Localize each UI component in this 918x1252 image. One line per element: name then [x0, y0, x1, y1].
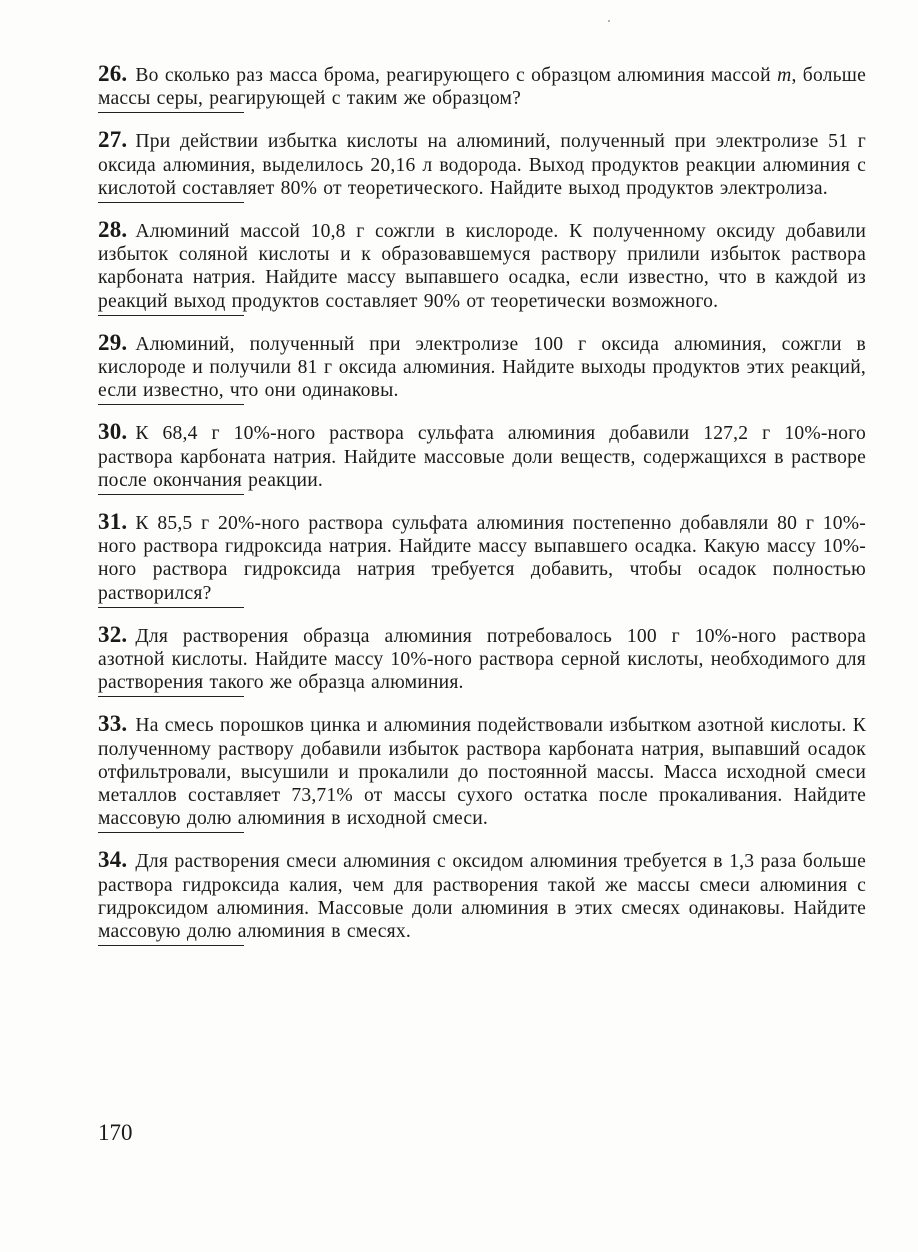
problem-number: 26. [98, 61, 128, 86]
problem-30 [98, 420, 866, 495]
ink-speck [608, 20, 610, 22]
separator-rule [98, 494, 244, 495]
problem-text: Во сколько раз масса брома, реагирующего с образцом алюминия массой m, больше массы серы, реагирующей с таким же образцом? [98, 65, 866, 110]
separator-rule [98, 696, 244, 697]
problem-32 [98, 623, 866, 698]
problem-number: 29. [98, 329, 128, 355]
separator-rule [98, 315, 244, 316]
problem-text: Алюминий, полученный при электролизе 100 г оксида алюминия, сожгли в кислороде и получили 81 г оксида алюминия. Найдите выходы продуктов этих реакций, если известно, что они одинаковы. [98, 333, 866, 402]
separator-rule [98, 112, 244, 113]
problem-list [98, 62, 866, 961]
problem-number: 31. [98, 509, 128, 535]
problem-31 [98, 510, 866, 608]
problem-text: Для растворения образца алюминия потребовалось 100 г 10%-ного раствора азотной кислоты. Найдите массу 10%-ного раствора серной кислоты, необходимого для растворения такого же образца алюминия. [98, 625, 866, 694]
problem-34 [98, 848, 866, 946]
problem-28 [98, 218, 866, 316]
separator-rule [98, 832, 244, 833]
problem-number: 28. [98, 217, 128, 243]
separator-rule [98, 202, 244, 203]
problem-text: На смесь порошков цинка и алюминия подействовали избытком азотной кислоты. К полученному раствору добавили избыток раствора карбоната натрия, выпавший осадок отфильтровали, высушили и прокалили до постоянной массы. Масса исходной смеси металлов составляет 73,71% от массы сухого остатка после прокаливания. Найдите массовую долю алюминия в исходной смеси. [98, 715, 866, 830]
problem-27 [98, 128, 866, 203]
problem-number: 32. [98, 621, 128, 647]
problem-text: К 85,5 г 20%-ного раствора сульфата алюминия постепенно добавляли 80 г 10%-ного раствора гидроксида натрия. Найдите массу выпавшего осадка. Какую массу 10%-ного раствора гидроксида натрия требуется добавить, чтобы осадок полностью растворился? [98, 513, 866, 604]
problem-number: 33. [98, 711, 128, 737]
problem-text: К 68,4 г 10%-ного раствора сульфата алюминия добавили 127,2 г 10%-ного раствора карбоната натрия. Найдите массовые доли веществ, содержащихся в растворе после окончания реакции. [98, 423, 866, 491]
problem-text: При действии избытка кислоты на алюминий, полученный при электролизе 51 г оксида алюминия, выделилось 20,16 л водорода. Выход продуктов реакции алюминия с кислотой составляет 80% от теоретического. Найдите выход продуктов электролиза. [98, 131, 866, 199]
problem-number: 27. [98, 127, 128, 153]
problem-33 [98, 712, 866, 833]
problem-number: 34. [98, 847, 128, 873]
problem-number: 30. [98, 419, 128, 445]
separator-rule [98, 945, 244, 946]
problem-text: Алюминий массой 10,8 г сожгли в кислороде. К полученному оксиду добавили избыток соляной кислоты и к образовавшемуся раствору прилили избыток раствора карбоната натрия. Найдите массу выпавшего осадка, если известно, что в каждой из реакций выход продуктов составляет 90% от теоретически возможного. [98, 221, 866, 312]
separator-rule [98, 607, 244, 608]
variable-m: m [777, 65, 792, 86]
page-number: 170 [98, 1120, 133, 1145]
problem-26 [98, 62, 866, 113]
problem-text: Для растворения смеси алюминия с оксидом алюминия требуется в 1,3 раза больше раствора гидроксида калия, чем для растворения такой же массы смеси алюминия с гидроксидом алюминия. Массовые доли алюминия в этих смесях одинаковы. Найдите массовую долю алюминия в смесях. [98, 851, 866, 943]
problem-29 [98, 331, 866, 406]
separator-rule [98, 404, 244, 405]
